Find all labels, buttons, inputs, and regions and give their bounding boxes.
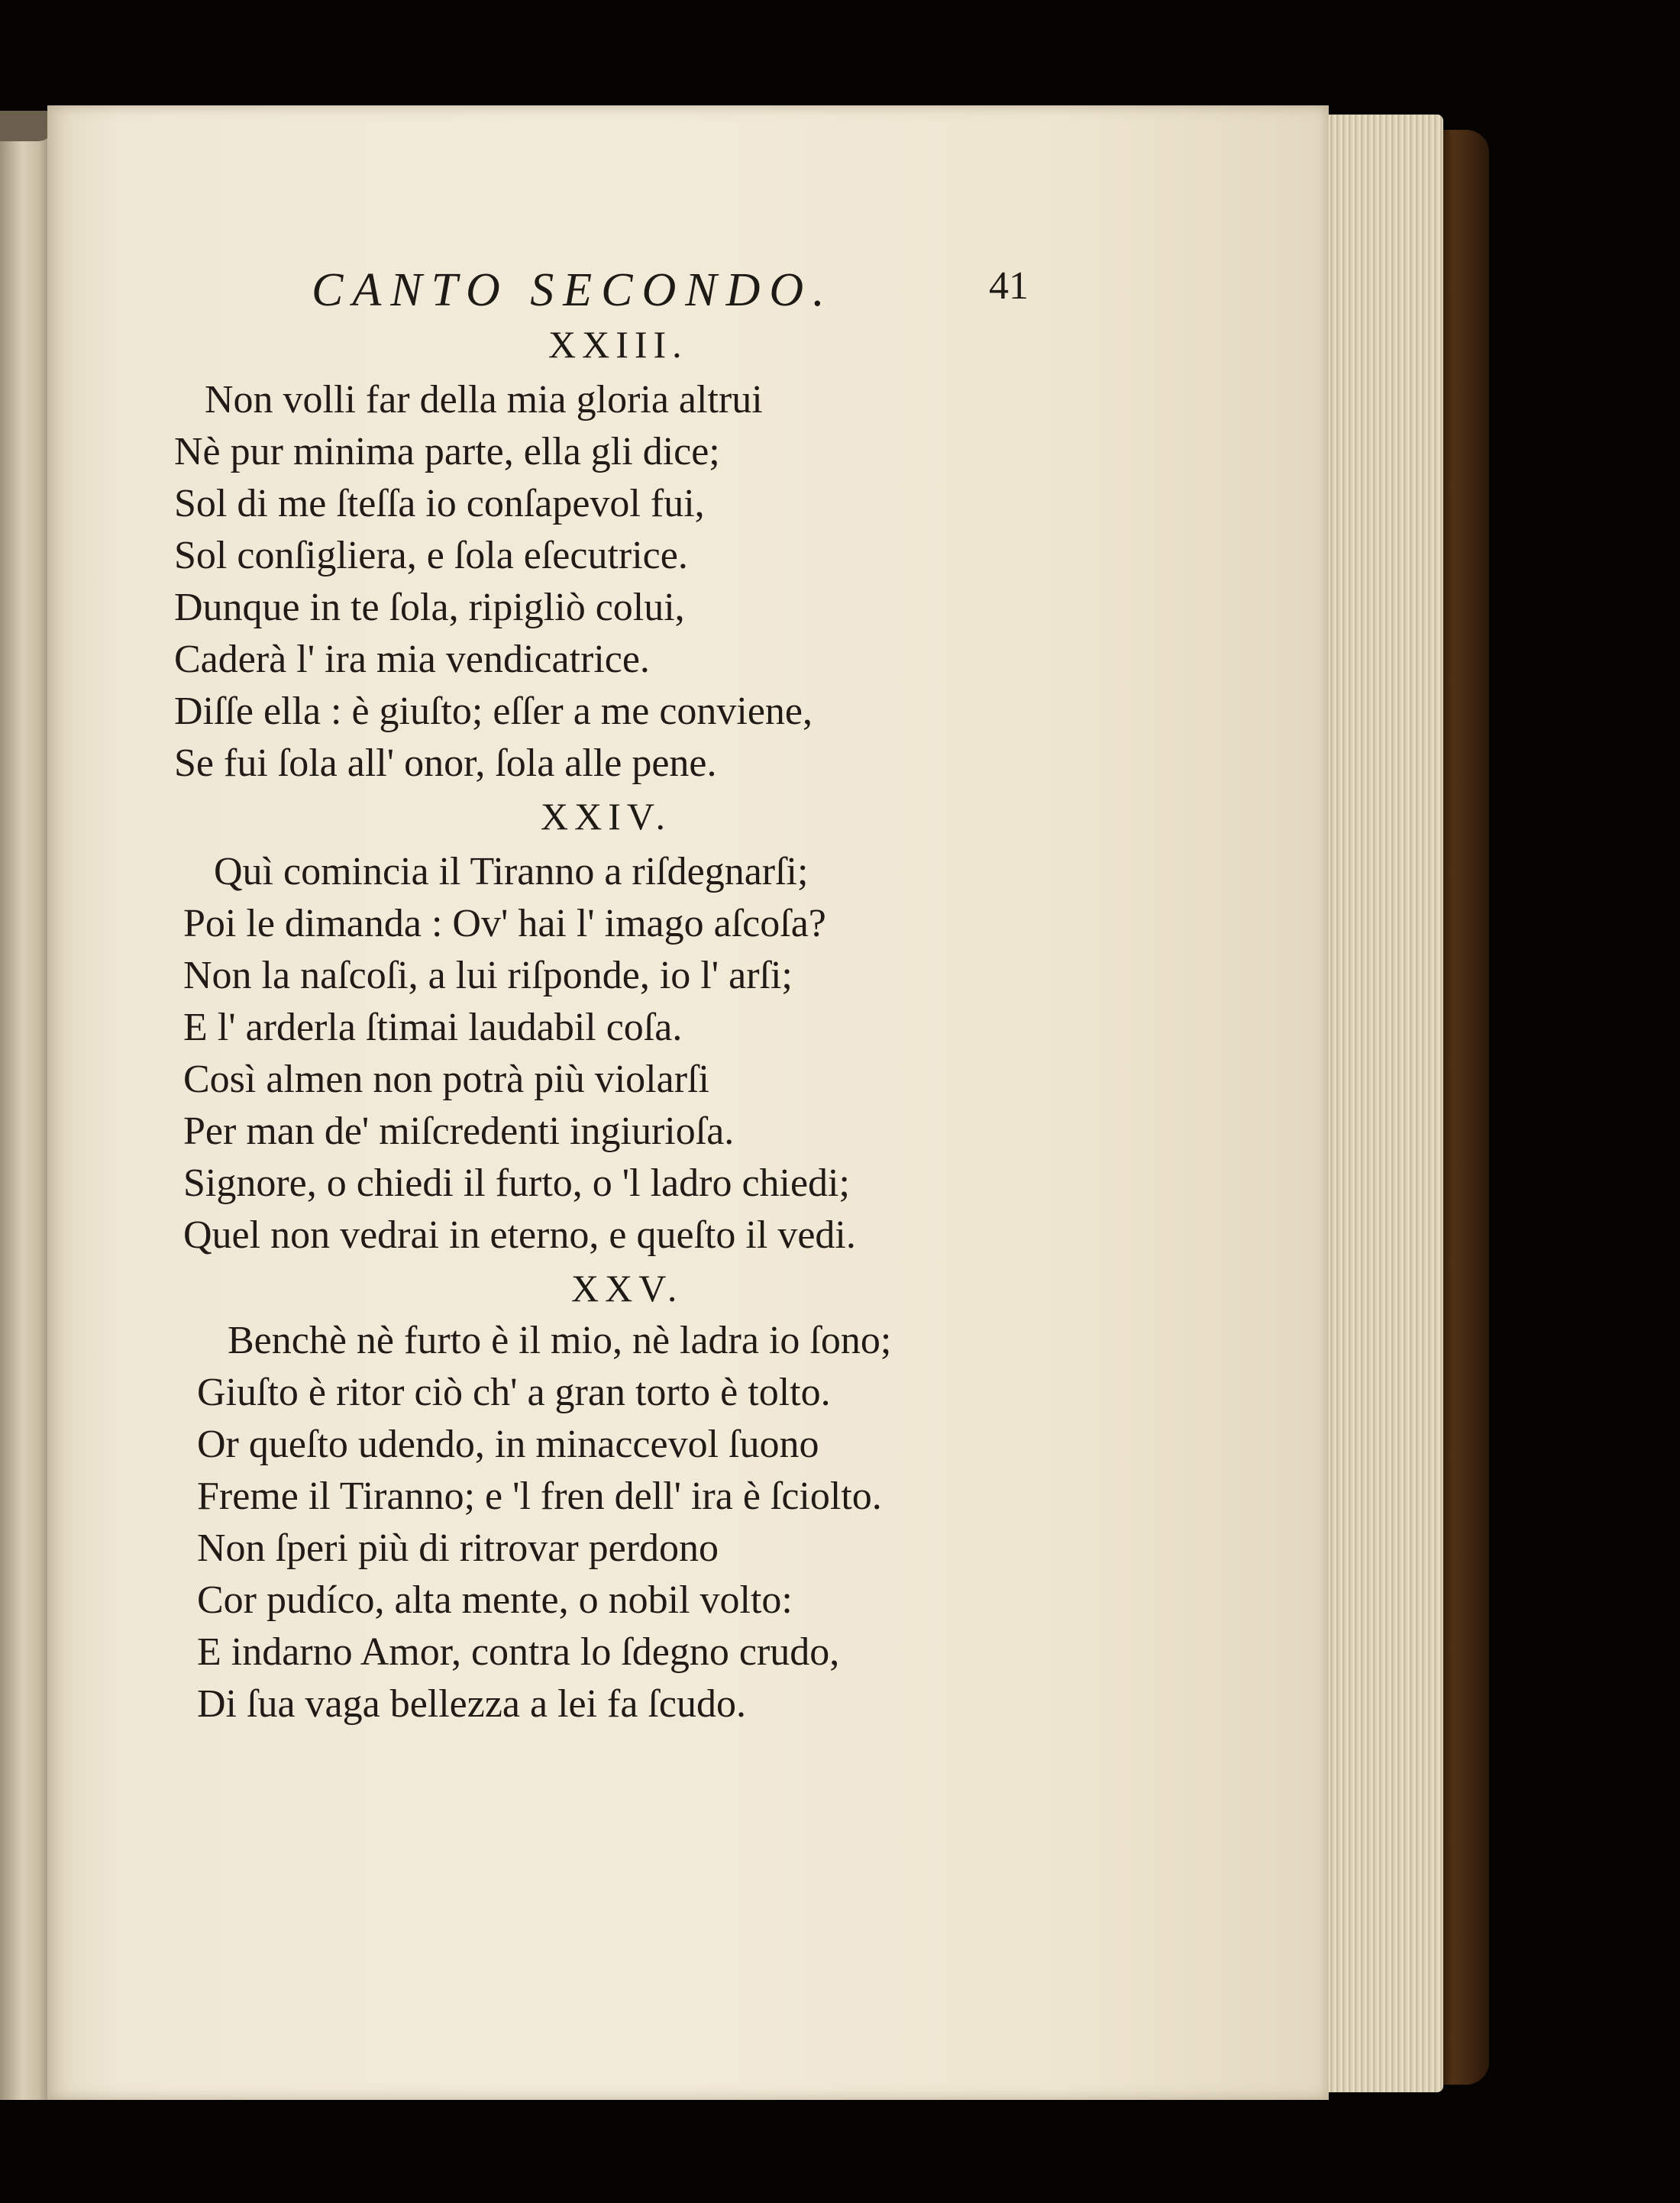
verse-line: Quì comincia il Tiranno a riſdegnarſi; <box>214 850 809 893</box>
stanza-number: XXV. <box>571 1267 683 1310</box>
verse-line: Sol di me ſteſſa io conſapevol fui, <box>174 482 705 525</box>
verse-line: Nè pur minima parte, ella gli dice; <box>174 430 720 473</box>
stanza <box>174 374 813 790</box>
verse-line: Dunque in te ſola, ripigliò colui, <box>174 586 685 629</box>
stanza-number: XXIII. <box>548 323 688 366</box>
verse-line: Cor pudíco, alta mente, o nobil volto: <box>197 1578 793 1622</box>
stanza <box>197 1315 891 1730</box>
verse-line: Poi le dimanda : Ov' hai l' imago aſcoſa? <box>183 902 826 945</box>
verse-line: Non la naſcoſi, a lui riſponde, io l' arſi; <box>183 954 793 997</box>
running-head: CANTO SECONDO. <box>312 264 834 316</box>
verse-line: Giuſto è ritor ciò ch' a gran torto è tolto. <box>197 1371 831 1414</box>
verse-line: E indarno Amor, contra lo ſdegno crudo, <box>197 1630 840 1674</box>
verse-line: E l' arderla ſtimai laudabil coſa. <box>183 1006 683 1049</box>
stanza-number: XXIV. <box>541 795 672 838</box>
verse-line: Per man de' miſcredenti ingiurioſa. <box>183 1110 735 1153</box>
verse-line: Freme il Tiranno; e 'l fren dell' ira è ſciolto. <box>197 1475 882 1518</box>
verse-line: Sol conſigliera, e ſola eſecutrice. <box>174 534 688 577</box>
page-number: 41 <box>989 264 1029 308</box>
page-header <box>260 263 1061 325</box>
verse-line: Se fui ſola all' onor, ſola alle pene. <box>174 741 717 785</box>
verse-line: Signore, o chiedi il furto, o 'l ladro chiedi; <box>183 1161 850 1205</box>
stanza <box>183 846 856 1261</box>
spine-top <box>0 111 53 141</box>
verse-line: Di ſua vaga bellezza a lei fa ſcudo. <box>197 1682 746 1726</box>
verse-line: Non ſperi più di ritrovar perdono <box>197 1526 719 1570</box>
verse-line: Or queſto udendo, in minaccevol ſuono <box>197 1423 819 1466</box>
verse-line: Così almen non potrà più violarſi <box>183 1058 709 1101</box>
verse-line: Quel non vedrai in eterno, e queſto il vedi. <box>183 1213 856 1257</box>
verse-line: Caderà l' ira mia vendicatrice. <box>174 638 650 681</box>
verse-line: Diſſe ella : è giuſto; eſſer a me conviene, <box>174 690 813 733</box>
verse-line: Non volli far della mia gloria altrui <box>205 378 763 422</box>
verse-line: Benchè nè furto è il mio, nè ladra io ſono; <box>228 1319 892 1362</box>
